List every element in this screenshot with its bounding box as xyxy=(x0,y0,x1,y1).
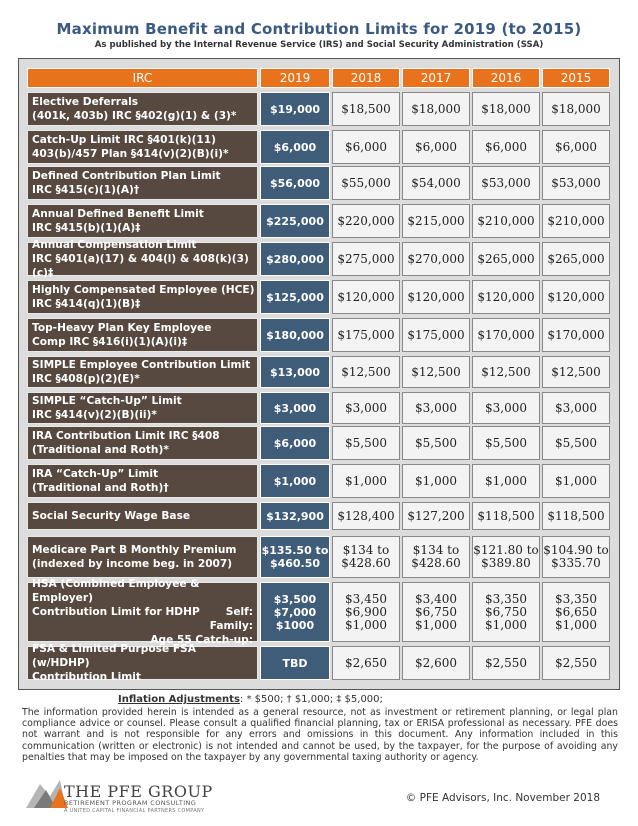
value-2016: $6,000 xyxy=(472,130,540,164)
header-irc: IRC xyxy=(27,68,258,88)
table-row xyxy=(27,92,612,126)
value-2015: $265,000 xyxy=(542,242,610,276)
value-2018 xyxy=(332,582,400,642)
row-label-line: (indexed by income beg. in 2007) xyxy=(32,558,233,570)
row-label-line: Contribution Limit xyxy=(32,671,141,683)
row-label-line: Annual Compensation Limit xyxy=(32,239,197,251)
row-label-line: Age 55 Catch-up: xyxy=(150,634,253,646)
value-2018: $18,500 xyxy=(332,92,400,126)
value-line: $6,750 xyxy=(485,604,527,619)
value-2019: $132,900 xyxy=(260,502,330,530)
value-2016: $210,000 xyxy=(472,204,540,238)
row-label-line: IRC §415(c)(1)(A)† xyxy=(32,184,140,196)
value-2015: $118,500 xyxy=(542,502,610,530)
value-2018: $5,500 xyxy=(332,426,400,460)
disclaimer-text: The information provided herein is intended as a general resource, not as investment or retirement planning, or legal plan compliance advice or counsel. Please consult a qualified financial planning, tax or ERISA professional as necessary. PFE does not warrant and is not responsible for any errors and omissions in this document. Any information included in this communication (written or electronic) is not intended and cannot be used, by the taxpayer, for the purpose of avoiding any penalties that may be imposed on the taxpayer by any governmental taxing authority or agency. xyxy=(22,707,618,763)
value-line: $6,900 xyxy=(345,604,387,619)
row-label xyxy=(27,130,258,164)
value-2017 xyxy=(402,582,470,642)
value-2017: $270,000 xyxy=(402,242,470,276)
value-2016: $53,000 xyxy=(472,166,540,200)
value-2017: $175,000 xyxy=(402,318,470,352)
table-row xyxy=(27,536,612,578)
value-2017: $12,500 xyxy=(402,356,470,388)
value-2019: $6,000 xyxy=(260,426,330,460)
row-label-line: Medicare Part B Monthly Premium xyxy=(32,544,237,556)
value-line: $3,500 xyxy=(273,592,317,606)
table-row xyxy=(27,578,612,646)
value-line: $1,000 xyxy=(485,617,527,632)
value-2017: $18,000 xyxy=(402,92,470,126)
page-title: Maximum Benefit and Contribution Limits for 2019 (to 2015) xyxy=(56,20,582,38)
row-label-line: IRA “Catch-Up” Limit xyxy=(32,468,159,480)
table-row xyxy=(27,239,612,279)
value-line: $1000 xyxy=(275,618,315,632)
row-label-line: IRA Contribution Limit IRC §408 xyxy=(32,430,220,442)
value-2015: $1,000 xyxy=(542,464,610,498)
value-line: $460.50 xyxy=(269,557,321,570)
value-2018: $6,000 xyxy=(332,130,400,164)
row-label-line: SIMPLE “Catch-Up” Limit xyxy=(32,395,182,407)
value-2017 xyxy=(402,536,470,578)
value-line: $389.80 xyxy=(481,556,531,570)
value-2018: $2,650 xyxy=(332,646,400,680)
value-2015 xyxy=(542,536,610,578)
value-2018: $3,000 xyxy=(332,392,400,424)
value-line: $335.70 xyxy=(551,556,601,570)
row-label xyxy=(27,643,258,683)
table-row xyxy=(27,426,612,460)
table-row xyxy=(27,392,612,424)
value-2017: $5,500 xyxy=(402,426,470,460)
value-line: $428.60 xyxy=(341,556,391,570)
row-label-line: FSA & Limited Purpose FSA (w/HDHP) xyxy=(32,643,196,669)
page-subtitle: As published by the Internal Revenue Service (IRS) and Social Security Administration (SSA) xyxy=(94,40,544,50)
row-label xyxy=(27,356,258,388)
value-2017: $2,600 xyxy=(402,646,470,680)
row-label xyxy=(27,392,258,424)
row-label-line: Catch-Up Limit IRC §401(k)(11) xyxy=(32,134,217,146)
table-row xyxy=(27,166,612,200)
value-2019: TBD xyxy=(260,646,330,680)
value-2015: $3,000 xyxy=(542,392,610,424)
table-header-row xyxy=(27,68,612,88)
header-year-2015: 2015 xyxy=(542,68,610,88)
value-2017: $3,000 xyxy=(402,392,470,424)
row-label-line: IRC §401(a)(17) & 404(l) & 408(k)(3)(c)‡ xyxy=(32,253,249,279)
value-line: $6,650 xyxy=(555,604,597,619)
row-label-line: (Traditional and Roth)* xyxy=(32,444,169,456)
value-2015: $18,000 xyxy=(542,92,610,126)
value-line: $1,000 xyxy=(555,617,597,632)
value-2019: $1,000 xyxy=(260,464,330,498)
value-2016: $1,000 xyxy=(472,464,540,498)
row-label-line: Family: xyxy=(209,620,253,632)
value-2015: $2,550 xyxy=(542,646,610,680)
value-2018: $128,400 xyxy=(332,502,400,530)
value-2018: $175,000 xyxy=(332,318,400,352)
value-2018: $220,000 xyxy=(332,204,400,238)
value-2015: $120,000 xyxy=(542,280,610,314)
row-label xyxy=(27,92,258,126)
value-line: $3,350 xyxy=(555,591,597,606)
row-label xyxy=(27,204,258,238)
table-row xyxy=(27,318,612,352)
row-label-line: 403(b)/457 Plan §414(v)(2)(B)(i)* xyxy=(32,148,229,160)
value-2016: $12,500 xyxy=(472,356,540,388)
value-2016: $265,000 xyxy=(472,242,540,276)
value-line: $134 to xyxy=(342,543,390,557)
inflation-adjustments-label: Inflation Adjustments xyxy=(118,694,240,705)
value-2017: $127,200 xyxy=(402,502,470,530)
row-label-line: IRC §414(v)(2)(B)(ii)* xyxy=(32,409,157,421)
value-line: $1,000 xyxy=(415,617,457,632)
table-row xyxy=(27,204,612,238)
value-line: $6,750 xyxy=(415,604,457,619)
row-label xyxy=(27,239,258,279)
row-label-line: (401k, 403b) IRC §402(g)(1) & (3)* xyxy=(32,110,237,122)
value-2018: $1,000 xyxy=(332,464,400,498)
value-2015: $6,000 xyxy=(542,130,610,164)
value-line: $3,450 xyxy=(345,591,387,606)
value-2019: $225,000 xyxy=(260,204,330,238)
value-2017: $6,000 xyxy=(402,130,470,164)
copyright-text: © PFE Advisors, Inc. November 2018 xyxy=(405,792,600,804)
value-2015: $53,000 xyxy=(542,166,610,200)
value-2015: $170,000 xyxy=(542,318,610,352)
table-row xyxy=(27,502,612,530)
header-year-2017: 2017 xyxy=(402,68,470,88)
value-line: $3,350 xyxy=(485,591,527,606)
row-label-line: SIMPLE Employee Contribution Limit xyxy=(32,359,251,371)
logo-subtitle: RETIREMENT PROGRAM CONSULTING xyxy=(64,799,197,807)
value-2016: $3,000 xyxy=(472,392,540,424)
value-2018: $55,000 xyxy=(332,166,400,200)
row-label-line: IRC §415(b)(1)(A)‡ xyxy=(32,222,141,234)
row-label-line: Highly Compensated Employee (HCE) xyxy=(32,284,255,296)
table-row xyxy=(27,643,612,683)
value-2019 xyxy=(260,536,330,578)
table-row xyxy=(27,280,612,314)
header-year-2018: 2018 xyxy=(332,68,400,88)
logo-subtitle-2: A UNITED CAPITAL FINANCIAL PARTNERS COMPANY xyxy=(64,808,205,814)
header-year-2019: 2019 xyxy=(260,68,330,88)
value-2017: $54,000 xyxy=(402,166,470,200)
value-2019: $125,000 xyxy=(260,280,330,314)
value-2019: $280,000 xyxy=(260,242,330,276)
row-label xyxy=(27,502,258,530)
value-2019: $180,000 xyxy=(260,318,330,352)
value-line: $104.90 to xyxy=(543,543,609,557)
value-line: $428.60 xyxy=(411,556,461,570)
value-2015: $12,500 xyxy=(542,356,610,388)
row-label xyxy=(27,280,258,314)
value-line: $3,400 xyxy=(415,591,457,606)
logo-name: THE PFE GROUP xyxy=(64,782,213,801)
value-2019: $3,000 xyxy=(260,392,330,424)
value-2016: $170,000 xyxy=(472,318,540,352)
row-label xyxy=(27,426,258,460)
header-year-2016: 2016 xyxy=(472,68,540,88)
table-row xyxy=(27,130,612,164)
value-line: $135.50 to xyxy=(261,544,329,557)
row-label xyxy=(27,464,258,498)
value-2018 xyxy=(332,536,400,578)
value-2016: $5,500 xyxy=(472,426,540,460)
value-2015 xyxy=(542,582,610,642)
row-label-line: (Traditional and Roth)† xyxy=(32,482,169,494)
value-2017: $120,000 xyxy=(402,280,470,314)
table-row xyxy=(27,356,612,388)
row-label-line: IRC §414(q)(1)(B)‡ xyxy=(32,298,141,310)
inflation-adjustments xyxy=(118,694,383,705)
value-2019: $19,000 xyxy=(260,92,330,126)
value-line: $7,000 xyxy=(273,605,317,619)
row-label-self: Self: xyxy=(225,606,253,618)
row-label-line: Top-Heavy Plan Key Employee xyxy=(32,322,212,334)
value-2019: $13,000 xyxy=(260,356,330,388)
row-label xyxy=(27,578,258,646)
row-label-hdhp: Contribution Limit for HDHP xyxy=(32,606,200,618)
value-2018: $275,000 xyxy=(332,242,400,276)
value-2017: $215,000 xyxy=(402,204,470,238)
row-label-line: Elective Deferrals xyxy=(32,96,139,108)
value-2016 xyxy=(472,536,540,578)
value-line: $121.80 to xyxy=(473,543,539,557)
inflation-adjustments-values: : * $500; † $1,000; ‡ $5,000; xyxy=(239,694,383,705)
row-label-line: Annual Defined Benefit Limit xyxy=(32,208,204,220)
value-2018: $12,500 xyxy=(332,356,400,388)
row-label xyxy=(27,166,258,200)
row-label-line: Defined Contribution Plan Limit xyxy=(32,170,221,182)
row-label-line: HSA (Combined Employee & Employer) xyxy=(32,578,200,604)
value-2018: $120,000 xyxy=(332,280,400,314)
table-row xyxy=(27,464,612,498)
row-label-line xyxy=(32,605,257,619)
value-2019: $6,000 xyxy=(260,130,330,164)
value-2016 xyxy=(472,582,540,642)
value-2015: $210,000 xyxy=(542,204,610,238)
value-2017: $1,000 xyxy=(402,464,470,498)
row-label-line: Social Security Wage Base xyxy=(32,510,191,522)
row-label xyxy=(27,536,258,578)
row-label-line: IRC §408(p)(2)(E)* xyxy=(32,373,140,385)
value-2016: $2,550 xyxy=(472,646,540,680)
value-2016: $118,500 xyxy=(472,502,540,530)
value-2016: $18,000 xyxy=(472,92,540,126)
row-label xyxy=(27,318,258,352)
value-line: $134 to xyxy=(412,543,460,557)
value-2019: $56,000 xyxy=(260,166,330,200)
value-2016: $120,000 xyxy=(472,280,540,314)
value-2019 xyxy=(260,582,330,642)
value-2015: $5,500 xyxy=(542,426,610,460)
value-line: $1,000 xyxy=(345,617,387,632)
row-label-line: Comp IRC §416(i)(1)(A)(i)‡ xyxy=(32,336,188,348)
